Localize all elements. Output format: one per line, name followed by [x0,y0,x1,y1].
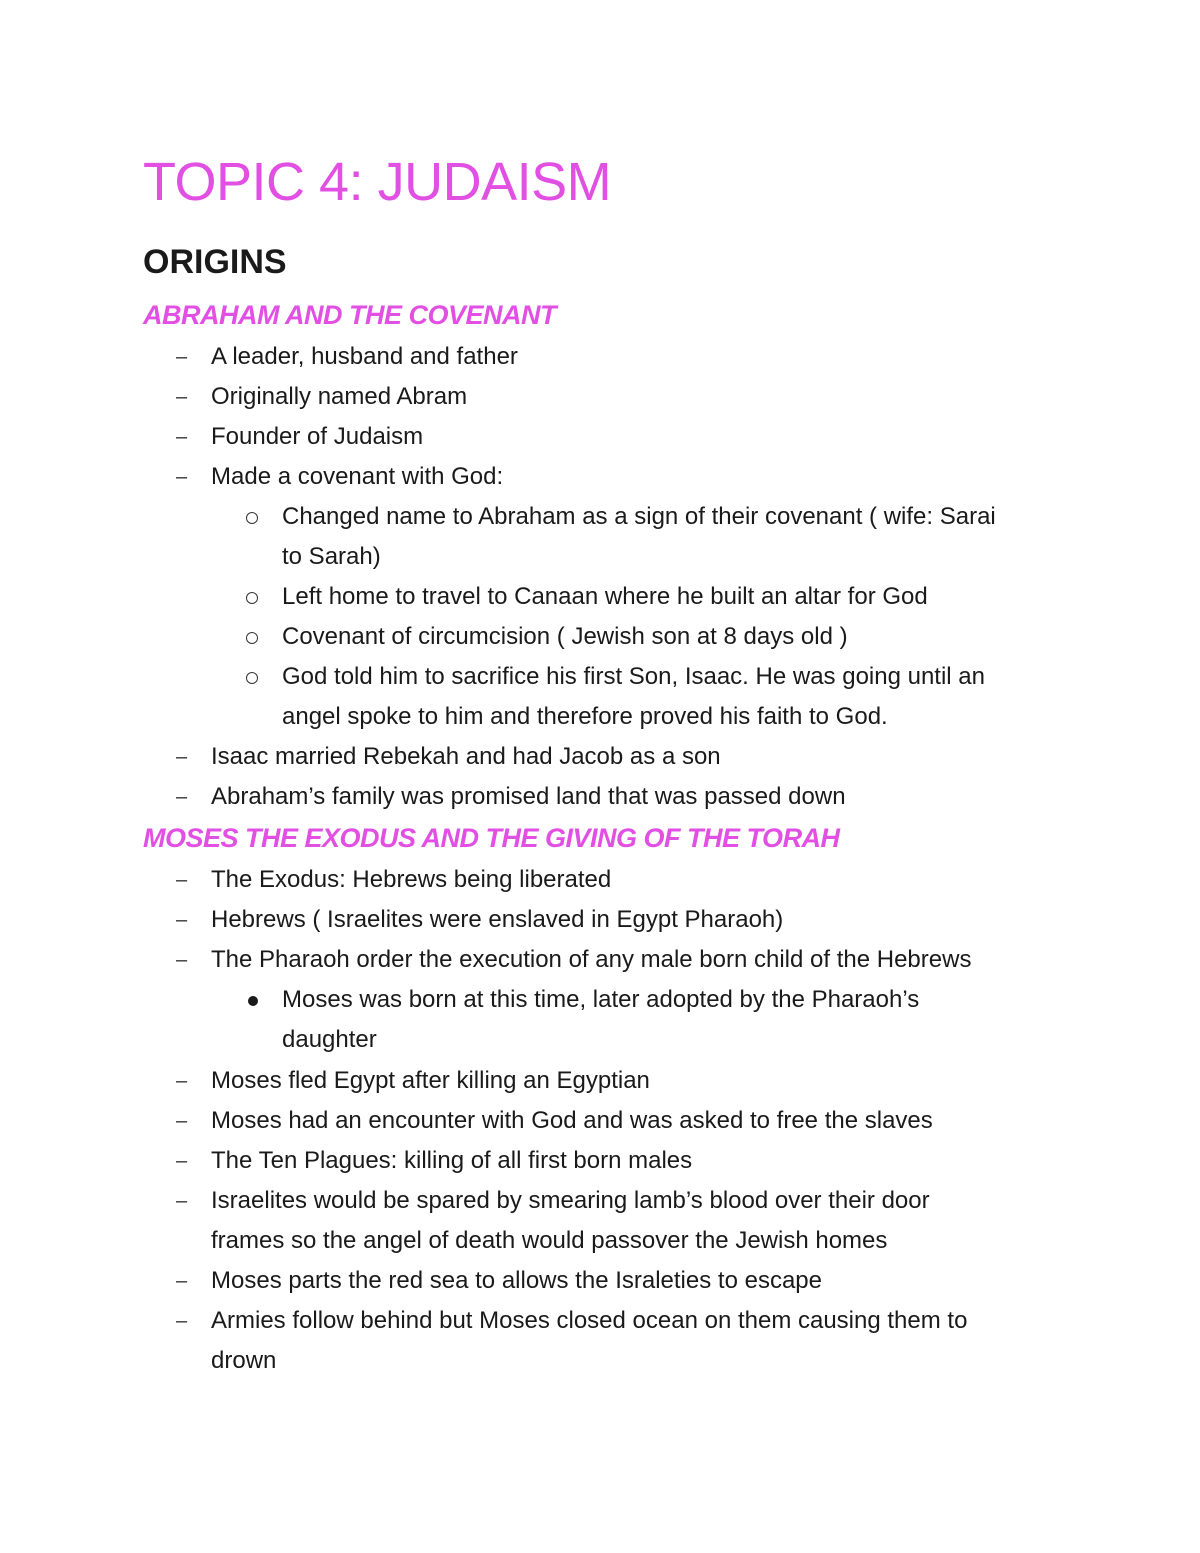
circle-bullet-icon [246,512,258,524]
list-item: Isaac married Rebekah and had Jacob as a son [211,743,721,770]
list-item: Israelites would be spared by smearing lamb’s blood over their door [211,1187,930,1214]
subheading-moses: MOSES THE EXODUS AND THE GIVING OF THE TORAH [143,823,840,853]
sub-list-item-continuation: angel spoke to him and therefore proved his faith to God. [282,703,888,730]
sub-list-item: Left home to travel to Canaan where he built an altar for God [282,583,928,610]
page-title: TOPIC 4: JUDAISM [143,152,612,212]
list-item: Hebrews ( Israelites were enslaved in Egypt Pharaoh) [211,906,784,933]
dash-marker: – [176,909,188,931]
dash-marker: – [176,949,188,971]
dash-marker: – [176,1110,188,1132]
list-item: The Ten Plagues: killing of all first born males [211,1147,693,1174]
disc-bullet-icon [248,996,258,1006]
list-item: The Pharaoh order the execution of any male born child of the Hebrews [211,946,972,973]
section-heading: ORIGINS [143,243,287,281]
list-item: Founder of Judaism [211,423,424,450]
list-item: Originally named Abram [211,383,468,410]
list-item: Moses fled Egypt after killing an Egyptian [211,1067,650,1094]
sub-list-item-continuation: daughter [282,1026,377,1053]
subheading-abraham: ABRAHAM AND THE COVENANT [143,300,556,330]
list-item: Moses had an encounter with God and was asked to free the slaves [211,1107,933,1134]
list-item: Abraham’s family was promised land that was passed down [211,783,846,810]
dash-marker: – [176,1150,188,1172]
sub-list-item: Covenant of circumcision ( Jewish son at 8 days old ) [282,623,848,650]
list-item: A leader, husband and father [211,343,518,370]
dash-marker: – [176,1070,188,1092]
list-item-continuation: drown [211,1347,277,1374]
list-item-continuation: frames so the angel of death would passover the Jewish homes [211,1227,888,1254]
dash-marker: – [176,746,188,768]
sub-list-item-continuation: to Sarah) [282,543,381,570]
dash-marker: – [176,1310,188,1332]
list-item: Made a covenant with God: [211,463,504,490]
circle-bullet-icon [246,632,258,644]
dash-marker: – [176,869,188,891]
dash-marker: – [176,1190,188,1212]
list-item: Armies follow behind but Moses closed ocean on them causing them to [211,1307,968,1334]
dash-marker: – [176,346,188,368]
list-item: The Exodus: Hebrews being liberated [211,866,612,893]
circle-bullet-icon [246,592,258,604]
circle-bullet-icon [246,672,258,684]
dash-marker: – [176,386,188,408]
sub-list-item: God told him to sacrifice his first Son, Isaac. He was going until an [282,663,985,690]
dash-marker: – [176,426,188,448]
dash-marker: – [176,466,188,488]
dash-marker: – [176,786,188,808]
dash-marker: – [176,1270,188,1292]
sub-list-item: Changed name to Abraham as a sign of their covenant ( wife: Sarai [282,503,996,530]
sub-list-item: Moses was born at this time, later adopted by the Pharaoh’s [282,986,920,1013]
list-item: Moses parts the red sea to allows the Israleties to escape [211,1267,822,1294]
